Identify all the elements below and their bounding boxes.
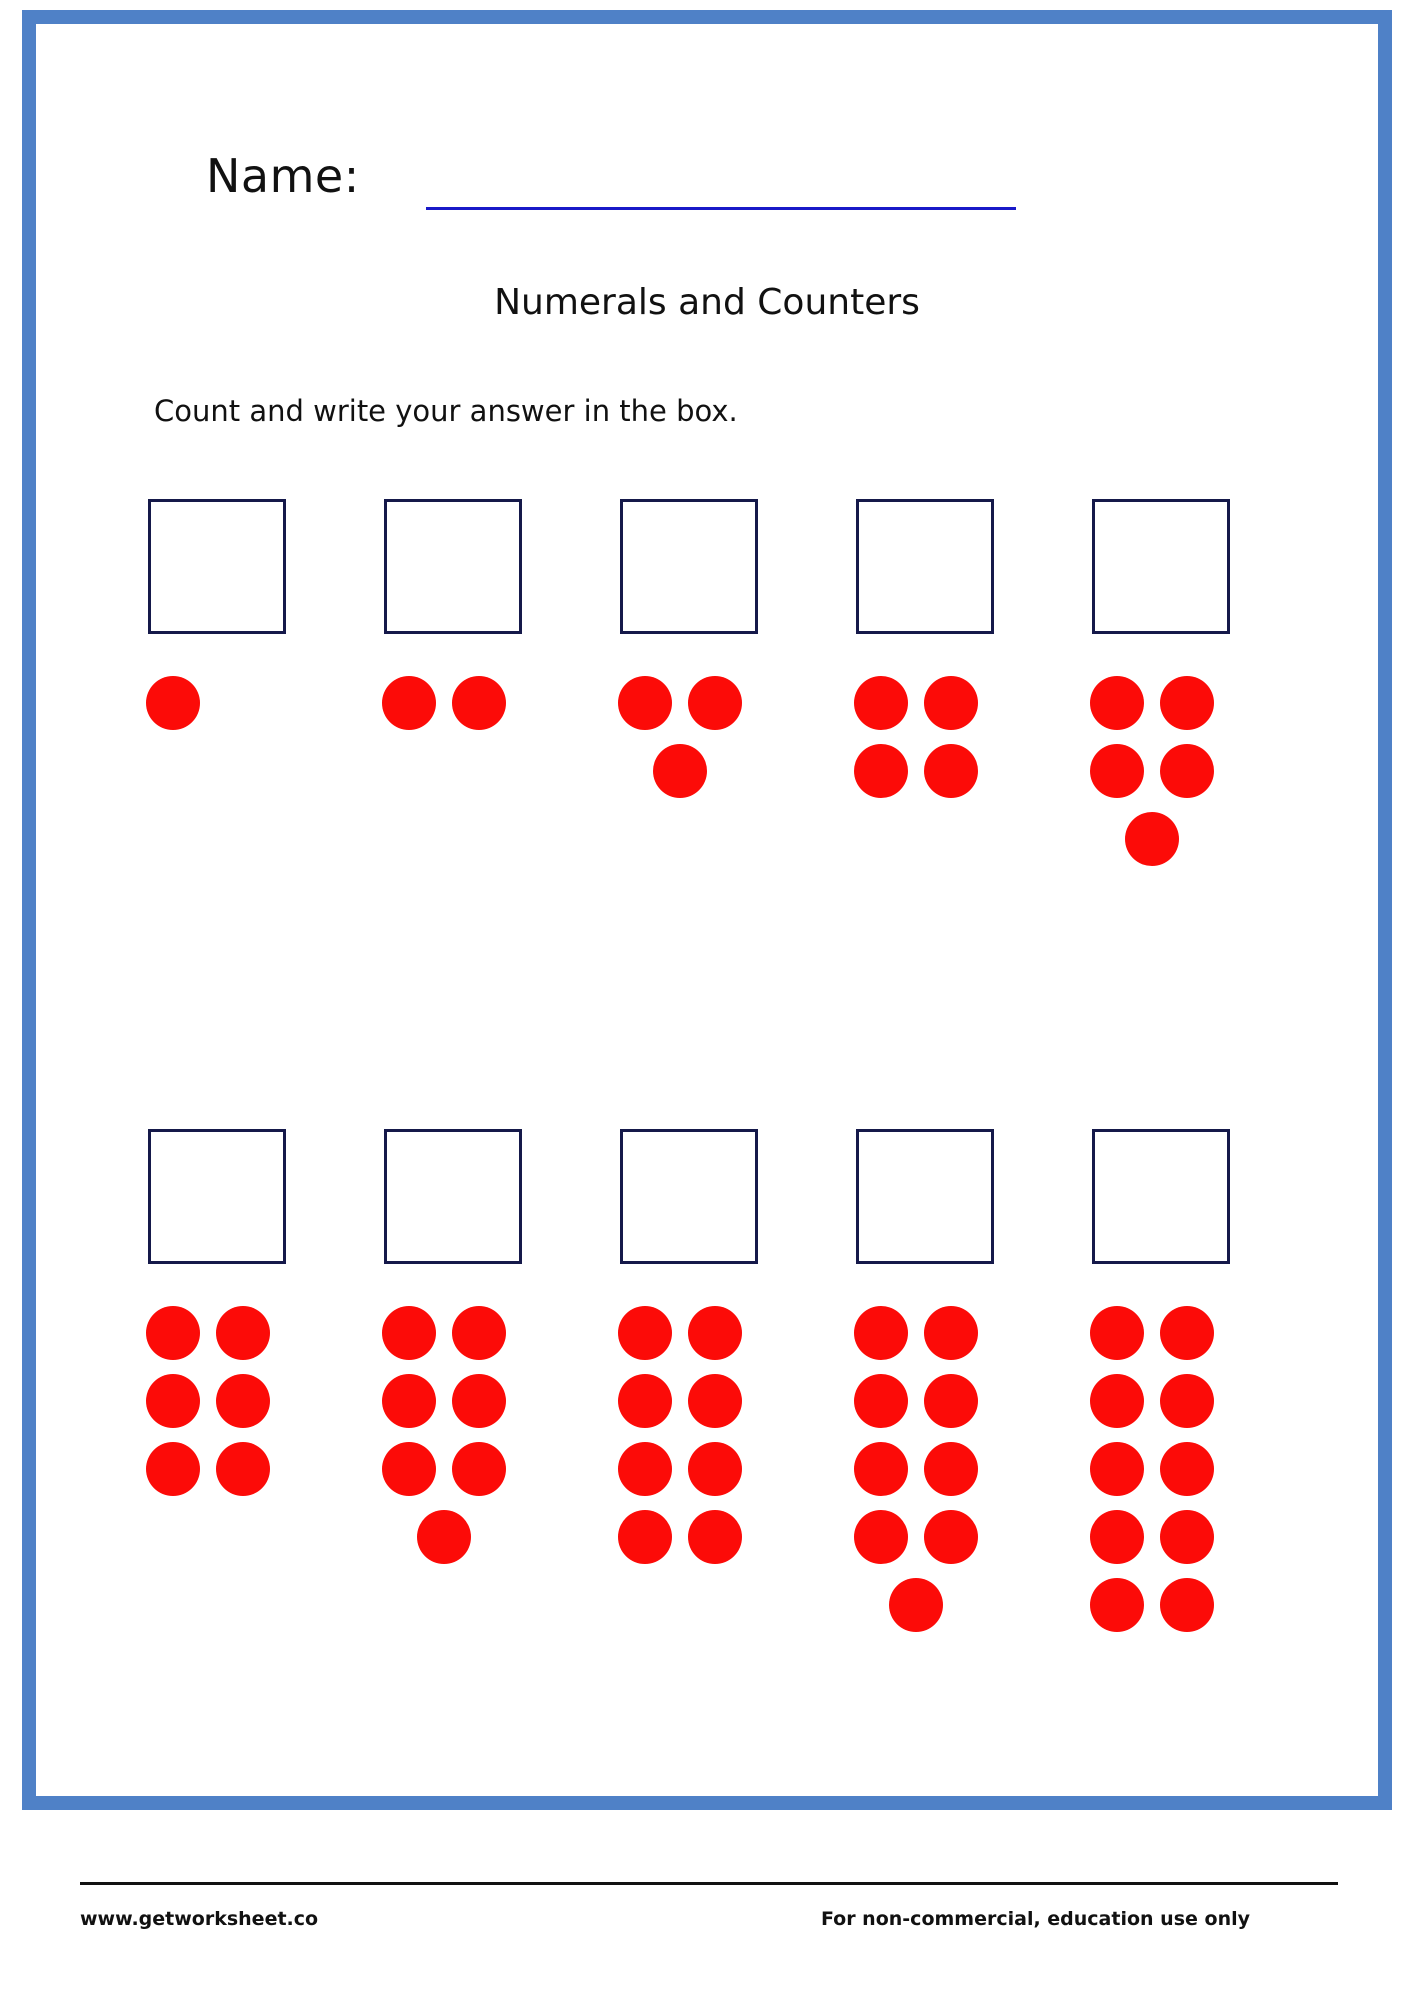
counter-dot-icon	[1160, 1374, 1214, 1428]
counter-row	[146, 1306, 270, 1360]
counter-dot-icon	[924, 1442, 978, 1496]
counter-dot-icon	[924, 676, 978, 730]
counter-row	[382, 1374, 506, 1428]
counter-dot-icon	[146, 1306, 200, 1360]
counter-row	[1090, 676, 1214, 730]
counter-row	[1090, 1442, 1214, 1496]
answer-box[interactable]	[148, 499, 286, 634]
counter-dot-icon	[216, 1442, 270, 1496]
counter-row	[618, 744, 742, 798]
answer-box[interactable]	[1092, 1129, 1230, 1264]
counter-dot-icon	[452, 1374, 506, 1428]
counting-problem	[608, 499, 844, 866]
footer	[80, 1908, 1338, 1930]
answer-box[interactable]	[384, 1129, 522, 1264]
counter-row	[146, 676, 200, 730]
name-label: Name:	[206, 149, 360, 203]
counter-row	[618, 1306, 742, 1360]
answer-box[interactable]	[620, 1129, 758, 1264]
problem-row-2	[136, 1129, 1316, 1632]
counter-group	[1090, 676, 1214, 866]
counting-problem	[608, 1129, 844, 1632]
counter-dot-icon	[146, 676, 200, 730]
counter-dot-icon	[924, 1306, 978, 1360]
counter-group	[854, 1306, 978, 1632]
counter-dot-icon	[1160, 676, 1214, 730]
counter-row	[1090, 812, 1214, 866]
counter-dot-icon	[417, 1510, 471, 1564]
footer-usage-notice: For non-commercial, education use only	[820, 1908, 1250, 1930]
counter-dot-icon	[1160, 744, 1214, 798]
footer-divider	[80, 1882, 1338, 1885]
counter-dot-icon	[1090, 676, 1144, 730]
counter-dot-icon	[1160, 1306, 1214, 1360]
counter-dot-icon	[854, 1510, 908, 1564]
counter-dot-icon	[1090, 1510, 1144, 1564]
counter-group	[382, 676, 506, 730]
counter-dot-icon	[452, 676, 506, 730]
answer-box[interactable]	[856, 1129, 994, 1264]
counter-row	[1090, 744, 1214, 798]
answer-box[interactable]	[148, 1129, 286, 1264]
counter-row	[382, 1510, 506, 1564]
counting-problem	[372, 1129, 608, 1632]
counter-dot-icon	[618, 1374, 672, 1428]
counter-dot-icon	[889, 1578, 943, 1632]
counter-dot-icon	[854, 1374, 908, 1428]
counter-dot-icon	[854, 1306, 908, 1360]
answer-box[interactable]	[1092, 499, 1230, 634]
counter-dot-icon	[216, 1306, 270, 1360]
counter-row	[854, 1374, 978, 1428]
counter-group	[1090, 1306, 1214, 1632]
counting-problem	[1080, 1129, 1316, 1632]
counter-dot-icon	[618, 1510, 672, 1564]
counting-problem	[372, 499, 608, 866]
counter-dot-icon	[618, 676, 672, 730]
counter-dot-icon	[1090, 1442, 1144, 1496]
counter-dot-icon	[382, 1442, 436, 1496]
counter-dot-icon	[854, 1442, 908, 1496]
counter-row	[146, 1442, 270, 1496]
counter-dot-icon	[1090, 744, 1144, 798]
counter-row	[618, 1442, 742, 1496]
page-border-frame	[22, 10, 1392, 1810]
counter-row	[854, 1442, 978, 1496]
counter-dot-icon	[1160, 1442, 1214, 1496]
counter-row	[382, 1306, 506, 1360]
counter-dot-icon	[382, 1306, 436, 1360]
counter-dot-icon	[688, 1374, 742, 1428]
counter-dot-icon	[216, 1374, 270, 1428]
counter-row	[382, 676, 506, 730]
counting-problem	[136, 499, 372, 866]
counter-row	[146, 1374, 270, 1428]
answer-box[interactable]	[384, 499, 522, 634]
counter-dot-icon	[688, 1510, 742, 1564]
counter-row	[618, 676, 742, 730]
counter-dot-icon	[653, 744, 707, 798]
counter-dot-icon	[924, 744, 978, 798]
counter-dot-icon	[382, 1374, 436, 1428]
counter-dot-icon	[452, 1306, 506, 1360]
counter-dot-icon	[854, 744, 908, 798]
counting-problem	[844, 499, 1080, 866]
counter-group	[618, 1306, 742, 1564]
counter-dot-icon	[688, 1442, 742, 1496]
problem-row-1	[136, 499, 1316, 866]
counter-row	[618, 1510, 742, 1564]
worksheet-sheet	[36, 24, 1378, 1796]
counter-group	[854, 676, 978, 798]
counter-dot-icon	[854, 676, 908, 730]
footer-site-url: www.getworksheet.co	[80, 1908, 319, 1930]
counter-dot-icon	[146, 1374, 200, 1428]
counter-group	[146, 676, 200, 730]
counter-row	[854, 676, 978, 730]
counter-dot-icon	[688, 1306, 742, 1360]
counter-row	[1090, 1578, 1214, 1632]
counter-dot-icon	[924, 1510, 978, 1564]
counter-row	[382, 1442, 506, 1496]
counter-row	[854, 1306, 978, 1360]
counter-dot-icon	[1090, 1578, 1144, 1632]
instruction-text: Count and write your answer in the box.	[154, 394, 738, 428]
counter-row	[1090, 1374, 1214, 1428]
counter-dot-icon	[1125, 812, 1179, 866]
counting-problem	[1080, 499, 1316, 866]
counter-row	[854, 1510, 978, 1564]
counter-row	[1090, 1510, 1214, 1564]
counter-dot-icon	[452, 1442, 506, 1496]
counter-group	[146, 1306, 270, 1496]
counter-row	[854, 1578, 978, 1632]
answer-box[interactable]	[856, 499, 994, 634]
counter-group	[618, 676, 742, 798]
counter-row	[618, 1374, 742, 1428]
counter-dot-icon	[924, 1374, 978, 1428]
counter-dot-icon	[688, 676, 742, 730]
counter-row	[854, 744, 978, 798]
counter-dot-icon	[382, 676, 436, 730]
counter-row	[1090, 1306, 1214, 1360]
counter-dot-icon	[146, 1442, 200, 1496]
counter-dot-icon	[1090, 1306, 1144, 1360]
counter-dot-icon	[1160, 1510, 1214, 1564]
counting-problem	[136, 1129, 372, 1632]
counter-dot-icon	[1090, 1374, 1144, 1428]
answer-box[interactable]	[620, 499, 758, 634]
counter-group	[382, 1306, 506, 1564]
name-input-line[interactable]	[426, 207, 1016, 210]
counter-dot-icon	[618, 1442, 672, 1496]
counter-dot-icon	[1160, 1578, 1214, 1632]
counter-dot-icon	[618, 1306, 672, 1360]
name-row	[206, 149, 1256, 219]
counting-problem	[844, 1129, 1080, 1632]
page-title: Numerals and Counters	[494, 282, 920, 323]
